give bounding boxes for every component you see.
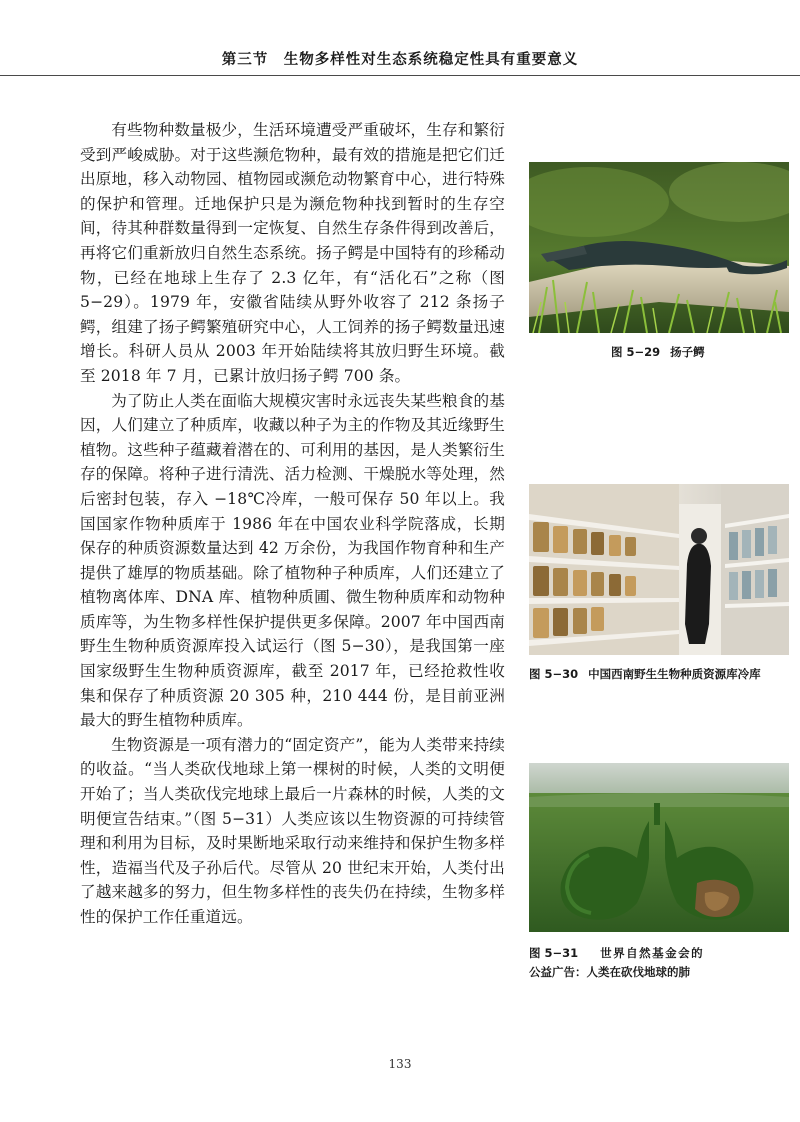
figure-5-30-text: 中国西南野生生物种质资源库冷库: [588, 667, 761, 681]
running-header: 第三节 生物多样性对生态系统稳定性具有重要意义: [221, 52, 579, 68]
figure-5-31-text: 世界自然基金会的: [600, 946, 705, 960]
figure-5-31: [529, 763, 789, 982]
page-number: 133: [388, 1057, 412, 1071]
alligator-photo: [529, 162, 789, 333]
figure-5-29-caption: [529, 343, 789, 362]
figure-5-31-caption-line2: 公益广告：人类在砍伐地球的肺: [529, 965, 690, 979]
figure-5-31-caption: [529, 944, 789, 982]
seed-bank-photo: [529, 484, 789, 655]
header-rule: [0, 75, 800, 76]
figure-5-29-number: 图 5−29: [611, 345, 661, 359]
figure-5-30: [529, 484, 789, 684]
paragraph-seed-bank: 为了防止人类在面临大规模灾害时永远丧失某些粮食的基因，人们建立了种质库，收藏以种子为主的作物及其近缘野生植物。这些种子蕴藏着潜在的、可利用的基因，是人类繁衍生存的保障。将种子进行清洗、活力检测、干燥脱水等处理，然后密封包装，存入 −18℃冷库，一般可保存 50 年以上。我国国家作物种质库于 1986 年在中国农业科学院落成，长期保存的种质资源数量达到 42 万余份，为我国作物育种和生产提供了雄厚的物质基础。除了植物种子种质库，人们还建立了植物离体库、DNA 库、植物种质圃、微生物种质库和动物种质库等，为生物多样性保护提供更多保障。2007 年中国西南野生生物种质资源库投入试运行（图 5−30），是我国第一座国家级野生生物种质资源库，截至 2017 年，已经抢救性收集和保存了种质资源 20 305 种，210 444 份，是目前亚洲最大的野生植物种质库。: [80, 391, 505, 730]
paragraph-bio-resources: 生物资源是一项有潜力的“固定资产”，能为人类带来持续的收益。“当人类砍伐地球上第一棵树的时候，人类的文明便开始了；当人类砍伐完地球上最后一片森林的时候，人类的文明便宣告结束。”（图 5−31）人类应该以生物资源的可持续管理和利用为目标，及时果断地采取行动来维持和保护生物多样性，造福当代及子孙后代。尽管从 20 世纪末开始，人类付出了越来越多的努力，但生物多样性的丧失仍在持续，生物多样性的保护工作任重道远。: [80, 735, 505, 926]
forest-lungs-photo: [529, 763, 789, 932]
body-text: [80, 118, 505, 930]
figure-5-29-text: 扬子鳄: [670, 345, 705, 359]
figure-5-30-caption: [529, 665, 789, 684]
figure-5-29: [529, 162, 789, 362]
figure-5-31-number: 图 5−31: [529, 946, 579, 960]
paragraph-alligator: 有些物种数量极少，生活环境遭受严重破坏，生存和繁衍受到严峻威胁。对于这些濒危物种，最有效的措施是把它们迁出原地，移入动物园、植物园或濒危动物繁育中心，进行特殊的保护和管理。迁地保护只是为濒危物种找到暂时的生存空间，待其种群数量得到一定恢复、自然生存条件得到改善后，再将它们重新放归自然生态系统。扬子鳄是中国特有的珍稀动物，已经在地球上生存了 2.3 亿年，有“活化石”之称（图 5−29）。1979 年，安徽省陆续从野外收容了 212 条扬子鳄，组建了扬子鳄繁殖研究中心，人工饲养的扬子鳄数量迅速增长。科研人员从 2003 年开始陆续将其放归野生环境。截至 2018 年 7 月，已累计放归扬子鳄 700 条。: [80, 121, 505, 385]
figure-5-30-number: 图 5−30: [529, 667, 579, 681]
figure-5-31-caption-line1: [529, 944, 789, 963]
